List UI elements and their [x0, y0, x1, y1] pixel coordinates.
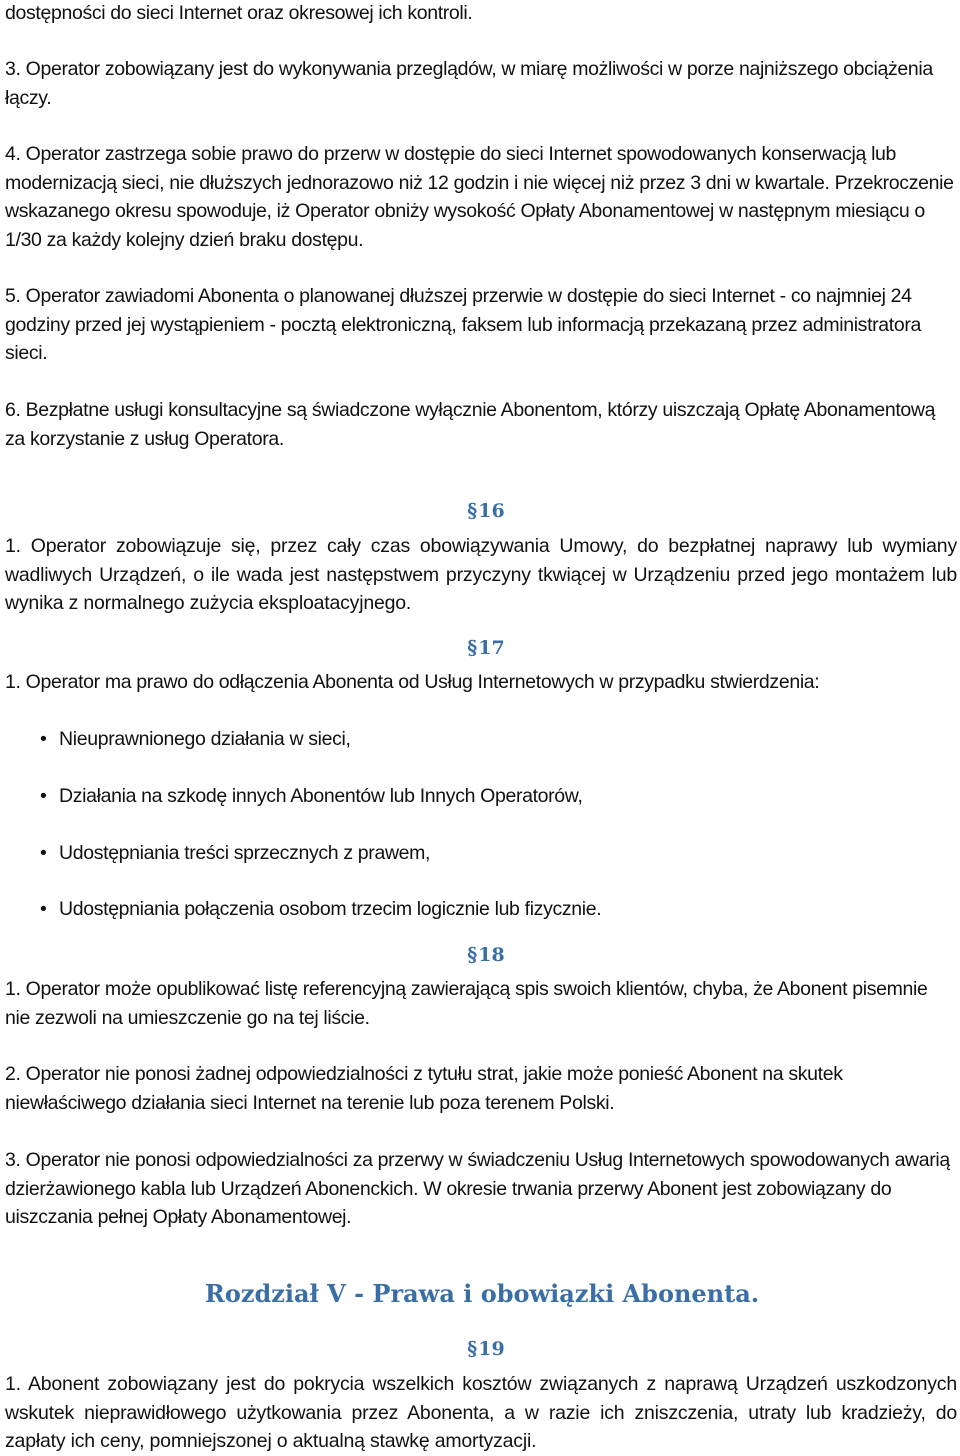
list-item: • Działania na szkodę innych Abonentów lub Innych Operatorów, [40, 782, 583, 810]
section-heading-17: §17 [467, 636, 505, 660]
section-17-paragraph-1: 1. Operator ma prawo do odłączenia Abonenta od Usług Internetowych w przypadku stwierdzenia: [5, 671, 820, 693]
paragraph-4: 4. Operator zastrzega sobie prawo do przerw w dostępie do sieci Internet spowodowanych konserwacją lub modernizacją sieci, nie dłuższych jednorazowo niż 12 godzin i nie więcej niż przez 3 dni w kwartale. Przekroczenie wskazanego okresu spowoduje, iż Operator obniży wysokość Opłaty Abonamentowej w następnym miesiącu o 1/30 za każdy kolejny dzień braku dostępu. [5, 143, 954, 251]
paragraph-3: 3. Operator zobowiązany jest do wykonywania przeglądów, w miarę możliwości w porze najniższego obciążenia łączy. [5, 58, 933, 109]
section-18-paragraph-3: 3. Operator nie ponosi odpowiedzialności za przerwy w świadczeniu Usług Internetowych spowodowanych awarią dzierżawionego kabla lub Urządzeń Abonenckich. W okresie trwania przerwy Abonent jest zobowiązany do uiszczania pełnej Opłaty Abonamentowej. [5, 1149, 950, 1228]
section-symbol: § [467, 943, 478, 967]
section-heading-16: §16 [467, 499, 505, 523]
section-heading-19: §19 [467, 1337, 505, 1361]
paragraph-5: 5. Operator zawiadomi Abonenta o planowanej dłuższej przerwie w dostępie do sieci Internet - co najmniej 24 godziny przed jej wystąpieniem - pocztą elektroniczną, faksem lub informacją przekazaną przez administratora sieci. [5, 285, 921, 364]
section-symbol: § [467, 1337, 478, 1361]
list-item: • Udostępniania połączenia osobom trzecim logicznie lub fizycznie. [40, 895, 601, 923]
section-symbol: § [467, 499, 478, 523]
section-16-paragraph-1: 1. Operator zobowiązuje się, przez cały czas obowiązywania Umowy, do bezpłatnej naprawy lub wymiany wadliwych Urządzeń, o ile wada jest następstwem przyczyny tkwiącej w Urządzeniu przed jego montażem lub wynika z normalnego zużycia eksploatacyjnego. [5, 535, 957, 614]
list-item: • Udostępniania treści sprzecznych z prawem, [40, 839, 430, 867]
section-19-paragraph-1: 1. Abonent zobowiązany jest do pokrycia wszelkich kosztów związanych z naprawą Urządzeń uszkodzonych wskutek nieprawidłowego użytkowania przez Abonenta, a w razie ich zniszczenia, utraty lub kradzieży, do zapłaty ich ceny, pomniejszonej o aktualną stawkę amortyzacji. [5, 1373, 957, 1452]
section-symbol: § [467, 636, 478, 660]
paragraph-6: 6. Bezpłatne usługi konsultacyjne są świadczone wyłącznie Abonentom, którzy uiszczają Opłatę Abonamentową za korzystanie z usług Operatora. [5, 399, 936, 450]
section-18-paragraph-2: 2. Operator nie ponosi żadnej odpowiedzialności z tytułu strat, jakie może ponieść Abonent na skutek niewłaściwego działania sieci Internet na terenie lub poza terenem Polski. [5, 1063, 843, 1114]
paragraph-continuation: dostępności do sieci Internet oraz okresowej ich kontroli. [5, 2, 473, 24]
section-heading-18: §18 [467, 943, 505, 967]
bullet-icon: • [40, 842, 47, 864]
bullet-icon: • [40, 898, 47, 920]
list-item: • Nieuprawnionego działania w sieci, [40, 725, 351, 753]
bullet-icon: • [40, 728, 47, 750]
bullet-icon: • [40, 785, 47, 807]
chapter-title: Rozdział V - Prawa i obowiązki Abonenta. [204, 1279, 760, 1308]
section-18-paragraph-1: 1. Operator może opublikować listę referencyjną zawierającą spis swoich klientów, chyba, że Abonent pisemnie nie zezwoli na umieszczenie go na tej liście. [5, 978, 928, 1029]
